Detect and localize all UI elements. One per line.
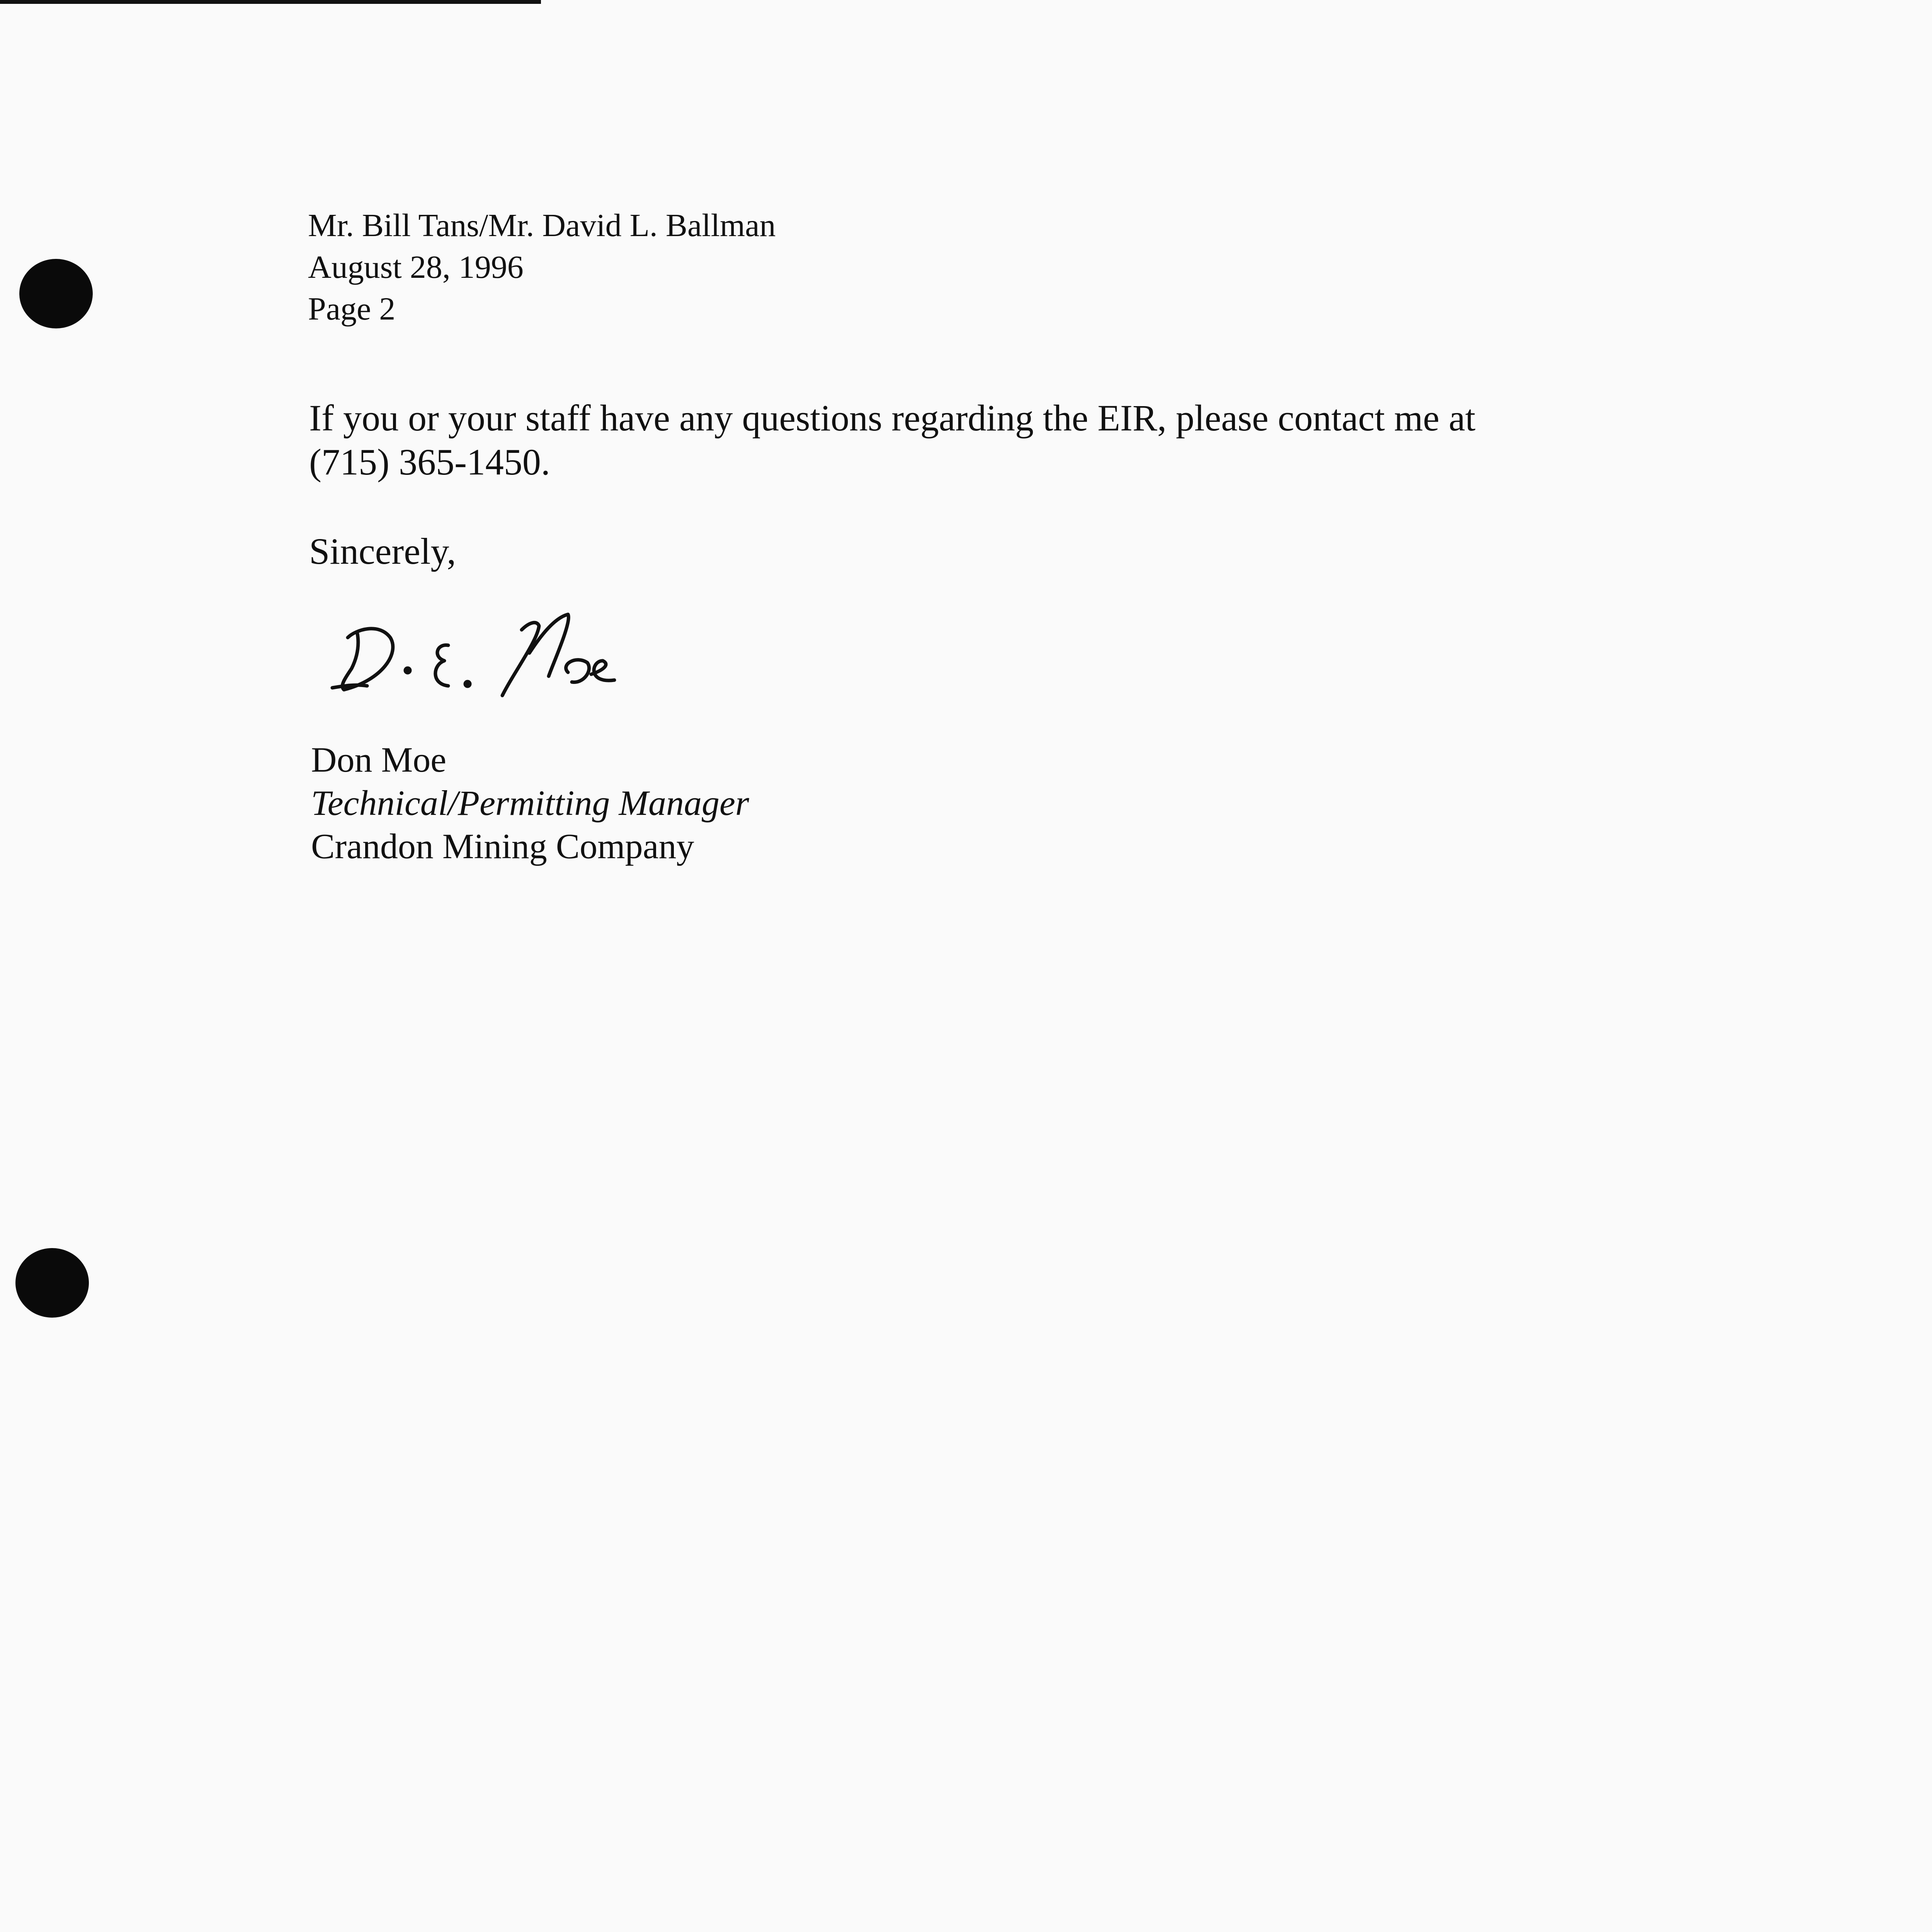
signatory-name: Don Moe <box>311 740 447 779</box>
body-line-2: (715) 365-1450. <box>309 441 550 483</box>
handwritten-signature <box>321 607 676 707</box>
recipients-line: Mr. Bill Tans/Mr. David L. Ballman <box>308 207 776 243</box>
signature-block <box>311 738 749 868</box>
punch-hole-middle <box>15 1248 89 1318</box>
page-number: Page 2 <box>308 291 396 327</box>
scan-top-edge <box>0 0 541 4</box>
punch-hole-top <box>19 259 93 328</box>
continuation-header <box>308 205 776 330</box>
body-paragraph <box>309 396 1584 484</box>
date-line: August 28, 1996 <box>308 249 524 285</box>
closing-salutation: Sincerely, <box>309 531 456 572</box>
body-line-1: If you or your staff have any questions regarding the EIR, please contact me at <box>309 397 1476 439</box>
signatory-company: Crandon Mining Company <box>311 827 694 866</box>
signatory-title: Technical/Permitting Manager <box>311 783 749 823</box>
